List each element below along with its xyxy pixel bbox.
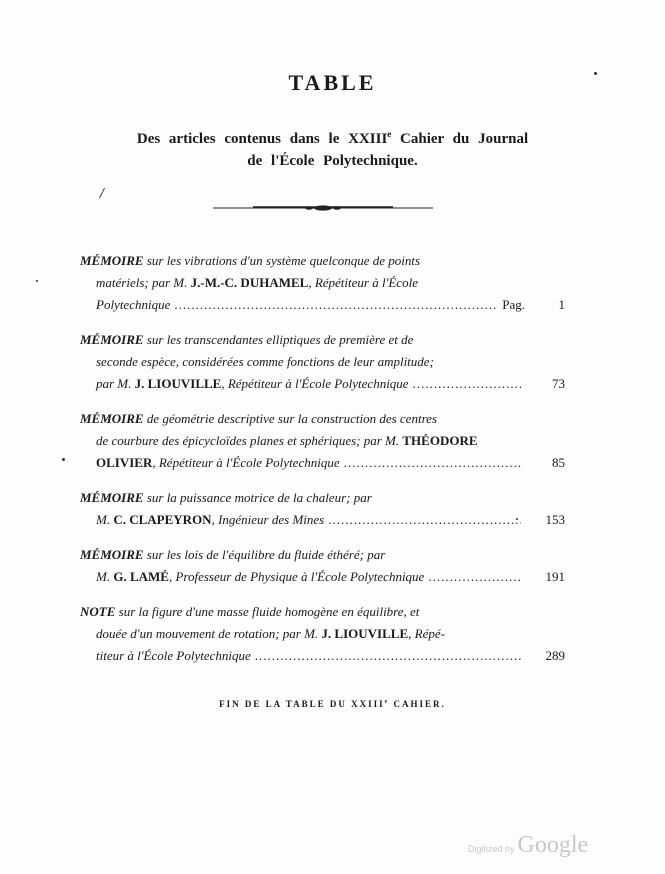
entry-last-line xyxy=(80,452,565,474)
digitized-watermark xyxy=(468,832,588,859)
entry-lead-word: MÉMOIRE xyxy=(80,490,144,505)
page-number: 153 xyxy=(545,512,565,527)
leader-dots xyxy=(344,452,521,474)
page-number: 73 xyxy=(552,376,565,391)
entry-line xyxy=(80,623,565,645)
entry-text: , Répétiteur à l'École xyxy=(308,275,418,290)
stray-pen-mark: / xyxy=(100,186,105,200)
author-name: J.-M.-C. DUHAMEL xyxy=(190,275,309,290)
entry-last-text xyxy=(96,373,409,395)
entry-lead-word: MÉMOIRE xyxy=(80,253,144,268)
page-number: 289 xyxy=(545,648,565,663)
entry-line xyxy=(80,272,565,294)
entry-lead-word: MÉMOIRE xyxy=(80,411,144,426)
entry-text: , Professeur de Physique à l'École Polytechnique xyxy=(168,569,425,584)
entry-lead-word: MÉMOIRE xyxy=(80,547,144,562)
entry-text: sur la puissance motrice de la chaleur; par xyxy=(143,490,372,505)
entry-last-line xyxy=(80,509,565,531)
entry-text: sur les lois de l'équilibre du fluide éthéré; par xyxy=(143,547,386,562)
page-title: TABLE xyxy=(288,70,377,95)
subtitle-superscript: e xyxy=(387,129,392,139)
entry-line xyxy=(80,329,565,351)
fin-text-post: CAHIER. xyxy=(389,699,446,709)
paper-speck xyxy=(516,518,518,520)
leader-dots xyxy=(328,509,521,531)
paper-speck xyxy=(62,458,65,461)
entry-lead-word: MÉMOIRE xyxy=(80,332,144,347)
entry-text: M. xyxy=(96,512,114,527)
subtitle-line1-pre: Des articles contenus dans le XXIII xyxy=(136,131,388,147)
fin-text-pre: FIN DE LA TABLE DU XXIII xyxy=(219,699,385,709)
toc-entry xyxy=(80,487,565,531)
leader-dots xyxy=(428,566,521,588)
entry-line xyxy=(80,487,565,509)
entry-text: de géométrie descriptive sur la construction des centres xyxy=(143,411,437,426)
entry-text: sur les vibrations d'un système quelconque de points xyxy=(143,253,421,268)
entry-line xyxy=(80,408,565,430)
pag-label: Pag. xyxy=(502,297,525,312)
entry-line xyxy=(80,601,565,623)
fin-superscript: e xyxy=(384,699,390,705)
leader-dots xyxy=(255,645,521,667)
author-name: C. CLAPEYRON xyxy=(113,512,212,527)
entry-last-line xyxy=(80,373,565,395)
entry-line xyxy=(80,250,565,272)
entry-last-line xyxy=(80,645,565,667)
page-subtitle xyxy=(60,123,605,172)
entry-text: sur les transcendantes elliptiques de première et de xyxy=(143,332,414,347)
entry-last-text xyxy=(96,509,324,531)
subtitle-line2: de l'École Polytechnique. xyxy=(247,153,418,169)
entry-last-text xyxy=(96,452,340,474)
page-number: 1 xyxy=(558,297,565,312)
entry-last-text xyxy=(96,645,251,667)
ornamental-rule xyxy=(213,203,433,213)
toc-entry xyxy=(80,329,565,395)
author-name: OLIVIER xyxy=(96,455,153,470)
author-name: G. LAMÉ xyxy=(113,569,169,584)
toc-entry xyxy=(80,601,565,667)
toc-entry xyxy=(80,250,565,316)
leader-dots xyxy=(413,373,521,395)
entry-text: , Répétiteur à l'École Polytechnique xyxy=(221,376,409,391)
end-of-table-note xyxy=(0,699,665,709)
page-number: 191 xyxy=(545,569,565,584)
author-name: J. LIOUVILLE xyxy=(134,376,222,391)
entry-last-line xyxy=(80,566,565,588)
entry-text: , Ingénieur des Mines xyxy=(211,512,325,527)
entry-last-line xyxy=(80,294,565,316)
paper-speck xyxy=(594,72,597,75)
entry-text: titeur à l'École Polytechnique xyxy=(96,648,251,663)
entry-text: par M. xyxy=(96,376,135,391)
entry-text: Polytechnique xyxy=(96,297,171,312)
entry-line xyxy=(80,430,565,452)
entry-text: , Répétiteur à l'École Polytechnique xyxy=(152,455,340,470)
entry-text: M. xyxy=(96,569,114,584)
page-number: 85 xyxy=(552,455,565,470)
watermark-small-text: Digitized by xyxy=(468,844,515,854)
subtitle-line1-post: Cahier du Journal xyxy=(391,131,529,147)
toc-entry xyxy=(80,544,565,588)
author-name: J. LIOUVILLE xyxy=(321,626,409,641)
entry-text: de courbure des épicycloïdes planes et sphériques; par M. xyxy=(96,433,403,448)
toc-entry xyxy=(80,408,565,474)
entry-text: matériels; par M. xyxy=(96,275,191,290)
entry-text: , Répé- xyxy=(408,626,445,641)
entry-line xyxy=(80,351,565,373)
entry-last-text xyxy=(96,294,170,316)
entry-text: sur la figure d'une masse fluide homogène en équilibre, et xyxy=(115,604,420,619)
entry-text: douée d'un mouvement de rotation; par M. xyxy=(96,626,322,641)
watermark-logo-text: Google xyxy=(517,832,589,858)
entry-last-text xyxy=(96,566,424,588)
paper-speck xyxy=(36,280,38,282)
entry-lead-word: NOTE xyxy=(80,604,116,619)
entry-text: seconde espèce, considérées comme fonctions de leur amplitude; xyxy=(96,354,434,369)
author-name: THÉODORE xyxy=(402,433,478,448)
leader-dots xyxy=(174,294,498,316)
entry-line xyxy=(80,544,565,566)
